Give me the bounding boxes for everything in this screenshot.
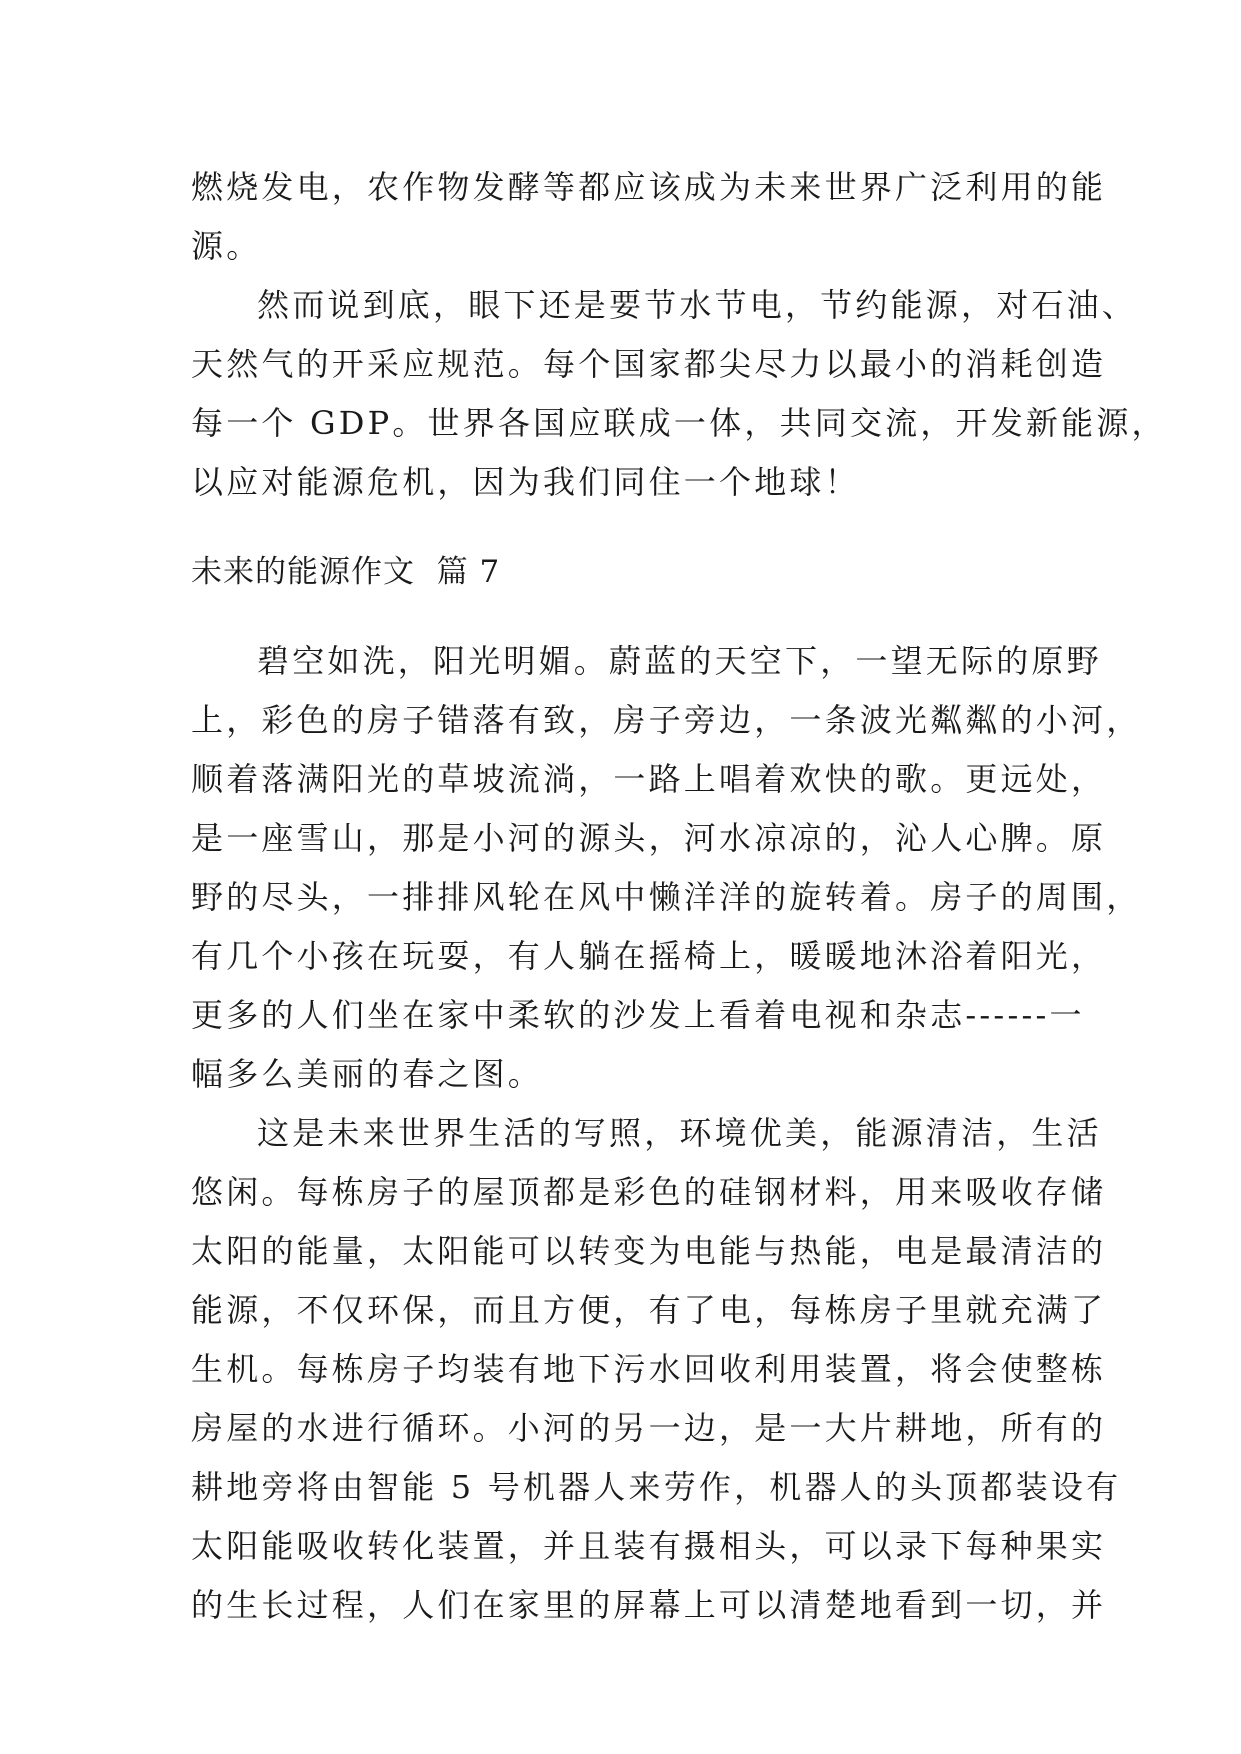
text-line: 燃烧发电，农作物发酵等都应该成为未来世界广泛利用的能 xyxy=(191,168,1107,206)
paragraph xyxy=(191,158,1107,276)
text-line: 野的尽头，一排排风轮在风中懒洋洋的旋转着。房子的周围， xyxy=(191,878,1142,916)
text-line: 上，彩色的房子错落有致，房子旁边，一条波光粼粼的小河， xyxy=(191,701,1142,739)
text-line: 每一个 GDP。世界各国应联成一体，共同交流，开发新能源， xyxy=(191,404,1167,442)
text-line: 悠闲。每栋房子的屋顶都是彩色的硅钢材料，用来吸收存储 xyxy=(191,1173,1107,1211)
text-line: 碧空如洗，阳光明媚。蔚蓝的天空下，一望无际的原野 xyxy=(257,642,1102,680)
paragraph xyxy=(191,276,1167,512)
text-line: 能源，不仅环保，而且方便，有了电，每栋房子里就充满了 xyxy=(191,1291,1107,1329)
text-line: 源。 xyxy=(191,227,262,265)
document-page xyxy=(191,158,1167,1635)
section-heading: 未来的能源作文 篇 7 xyxy=(191,554,501,590)
text-line: 以应对能源危机，因为我们同住一个地球！ xyxy=(191,463,860,501)
text-line: 太阳能吸收转化装置，并且装有摄相头，可以录下每种果实 xyxy=(191,1527,1107,1565)
text-line: 房屋的水进行循环。小河的另一边，是一大片耕地，所有的 xyxy=(191,1409,1107,1447)
text-line: 有几个小孩在玩耍，有人躺在摇椅上，暖暖地沐浴着阳光， xyxy=(191,937,1107,975)
text-line: 这是未来世界生活的写照，环境优美，能源清洁，生活 xyxy=(257,1114,1102,1152)
paragraph xyxy=(191,1104,1122,1635)
text-line: 的生长过程，人们在家里的屏幕上可以清楚地看到一切，并 xyxy=(191,1586,1107,1624)
text-line: 顺着落满阳光的草坡流淌，一路上唱着欢快的歌。更远处， xyxy=(191,760,1107,798)
text-line: 生机。每栋房子均装有地下污水回收利用装置，将会使整栋 xyxy=(191,1350,1107,1388)
text-line: 更多的人们坐在家中柔软的沙发上看着电视和杂志------一 xyxy=(191,996,1085,1034)
text-line: 太阳的能量，太阳能可以转变为电能与热能，电是最清洁的 xyxy=(191,1232,1107,1270)
text-line: 耕地旁将由智能 5 号机器人来劳作，机器人的头顶都装设有 xyxy=(191,1468,1122,1506)
text-line: 天然气的开采应规范。每个国家都尖尽力以最小的消耗创造 xyxy=(191,345,1107,383)
text-line: 幅多么美丽的春之图。 xyxy=(191,1055,544,1093)
text-line: 是一座雪山，那是小河的源头，河水凉凉的，沁人心脾。原 xyxy=(191,819,1107,857)
paragraph xyxy=(191,632,1142,1104)
text-line: 然而说到底，眼下还是要节水节电，节约能源，对石油、 xyxy=(257,286,1138,324)
